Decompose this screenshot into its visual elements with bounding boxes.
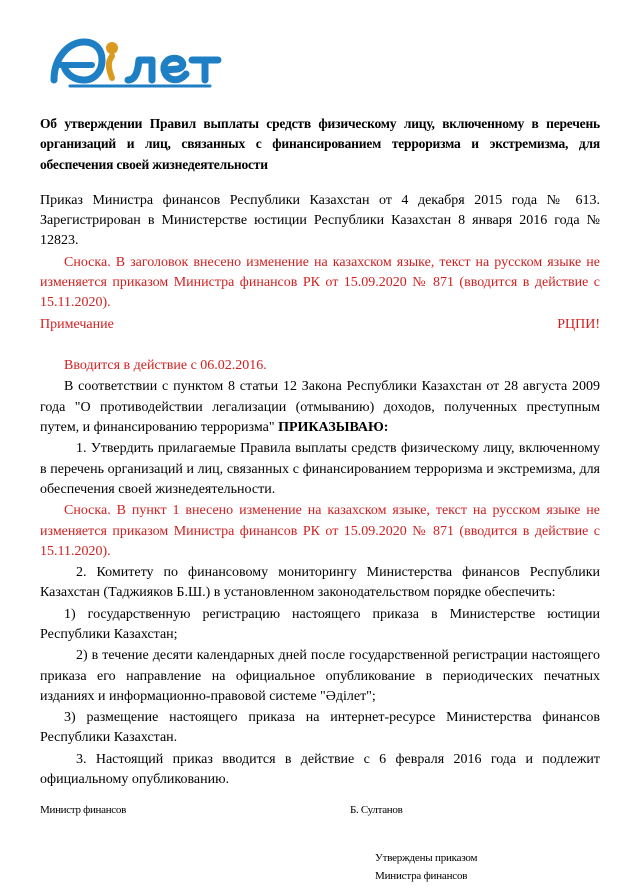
paragraph-footnote-title: Сноска. В заголовок внесено изменение на казахском языке, текст на русском языке не изменяется приказом Министра финансов РК от 15.09.2020 № 871 (вводится в действие с 15.11.2020). (40, 254, 600, 311)
paragraph-footnote-item-1: Сноска. В пункт 1 внесено изменение на казахском языке, текст на русском языке не изменяется приказом Министра финансов РК от 15.09.2020 № 871 (вводится в действие с 15.11.2020). (40, 503, 600, 559)
signature-name: Б. Султанов (350, 804, 403, 817)
adilet-logo[interactable] (40, 34, 240, 88)
paragraph-item-3: 3. Настоящий приказ вводится в действие с 6 февраля 2016 года и подлежит официальному опубликованию. (40, 751, 600, 788)
paragraph-item-2-2: 2) в течение десяти календарных дней после государственной регистрации настоящего приказа его направление на официальное опубликование в периодических печатных изданиях и информационно-правовой системе "Әділет"; (40, 648, 600, 704)
adilet-logo-graphic (40, 34, 240, 88)
approved-by-block (375, 850, 600, 885)
signature-block (40, 804, 600, 816)
paragraph-legal-basis (40, 377, 600, 438)
order-keyword: ПРИКАЗЫВАЮ: (278, 420, 389, 436)
signature-position: Министр финансов (40, 804, 126, 817)
page-title: Об утверждении Правил выплаты средств физическому лицу, включенному в перечень организаций и лиц, связанных с финансированием терроризма и экстремизма, для обеспечения своей жизнедеятельности (40, 116, 600, 172)
paragraph-item-1: 1. Утвердить прилагаемые Правила выплаты средств физическому лицу, включенному в перечень организаций и лиц, связанных с финансированием терроризма и экстремизма, для обеспечения своей жизнедеятельности. (40, 441, 600, 497)
paragraph-note-rcpi: Примечание РЦПИ! (40, 316, 600, 332)
approved-by-line1: Утверждены приказом (375, 852, 478, 865)
paragraph-effective-date: Вводится в действие с 06.02.2016. (64, 358, 267, 374)
paragraph-item-2-3: 3) размещение настоящего приказа на интернет-ресурсе Министерства финансов Республики Казахстан. (40, 710, 600, 746)
paragraph-item-2-1: 1) государственную регистрацию настоящего приказа в Министерстве юстиции Республики Казахстан; (40, 606, 600, 642)
paragraph-item-2: 2. Комитету по финансовому мониторингу Министерства финансов Республики Казахстан (Таджияков Б.Ш.) в установленном законодательством порядке обеспечить: (40, 565, 600, 601)
paragraph-order-info: Приказ Министра финансов Республики Казахстан от 4 декабря 2015 года № 613. Зарегистрирован в Министерстве юстиции Республики Казахстан 8 января 2016 года № 12823. (40, 192, 600, 249)
legal-basis-text: В соответствии с пунктом 8 статьи 12 Закона Республики Казахстан от 28 августа 2009 года "О противодействии легализации (отмыванию) доходов, полученных преступным путем, и финансированию терроризма" (40, 379, 600, 436)
approved-by-line2: Министра финансов (375, 869, 468, 882)
